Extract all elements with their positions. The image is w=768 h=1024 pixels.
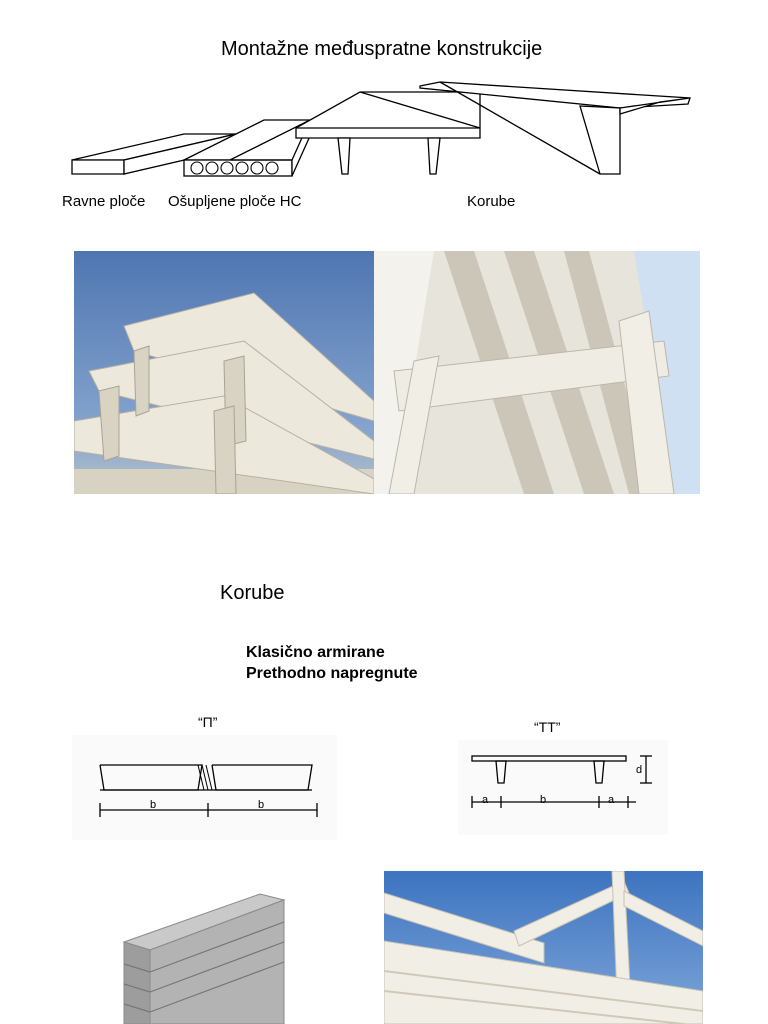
label-ribbed-slabs: Korube xyxy=(467,193,516,210)
section-title: Korube xyxy=(220,582,285,604)
photo-stacked-t-beams xyxy=(74,251,374,494)
photo-stacked-pi-slabs xyxy=(110,880,310,1024)
tt-profile-drawing xyxy=(458,740,668,835)
pi-profile-caption: “П” xyxy=(198,714,218,730)
tt-dim-d: d xyxy=(636,764,643,776)
page-title: Montažne međuspratne konstrukcije xyxy=(221,38,543,60)
tt-dim-a-right: a xyxy=(608,794,615,806)
precast-elements-drawing xyxy=(60,78,700,188)
tt-dim-a-left: a xyxy=(482,794,489,806)
pi-dim-b-right: b xyxy=(258,799,265,811)
double-t-slab xyxy=(296,92,480,138)
type-prestressed: Prethodno napregnute xyxy=(246,665,418,682)
label-hollow-core-slabs: Ošupljene ploče HC xyxy=(168,193,302,210)
photo-frame-structure xyxy=(384,871,703,1024)
type-classic-reinforced: Klasično armirane xyxy=(246,644,385,661)
photo-slab-underside xyxy=(374,251,700,494)
pi-profile-drawing xyxy=(72,735,337,840)
label-flat-slabs: Ravne ploče xyxy=(62,193,146,210)
tt-dim-b: b xyxy=(540,794,547,806)
tt-profile-caption: “TT” xyxy=(534,719,561,735)
pi-dim-b-left: b xyxy=(150,799,157,811)
